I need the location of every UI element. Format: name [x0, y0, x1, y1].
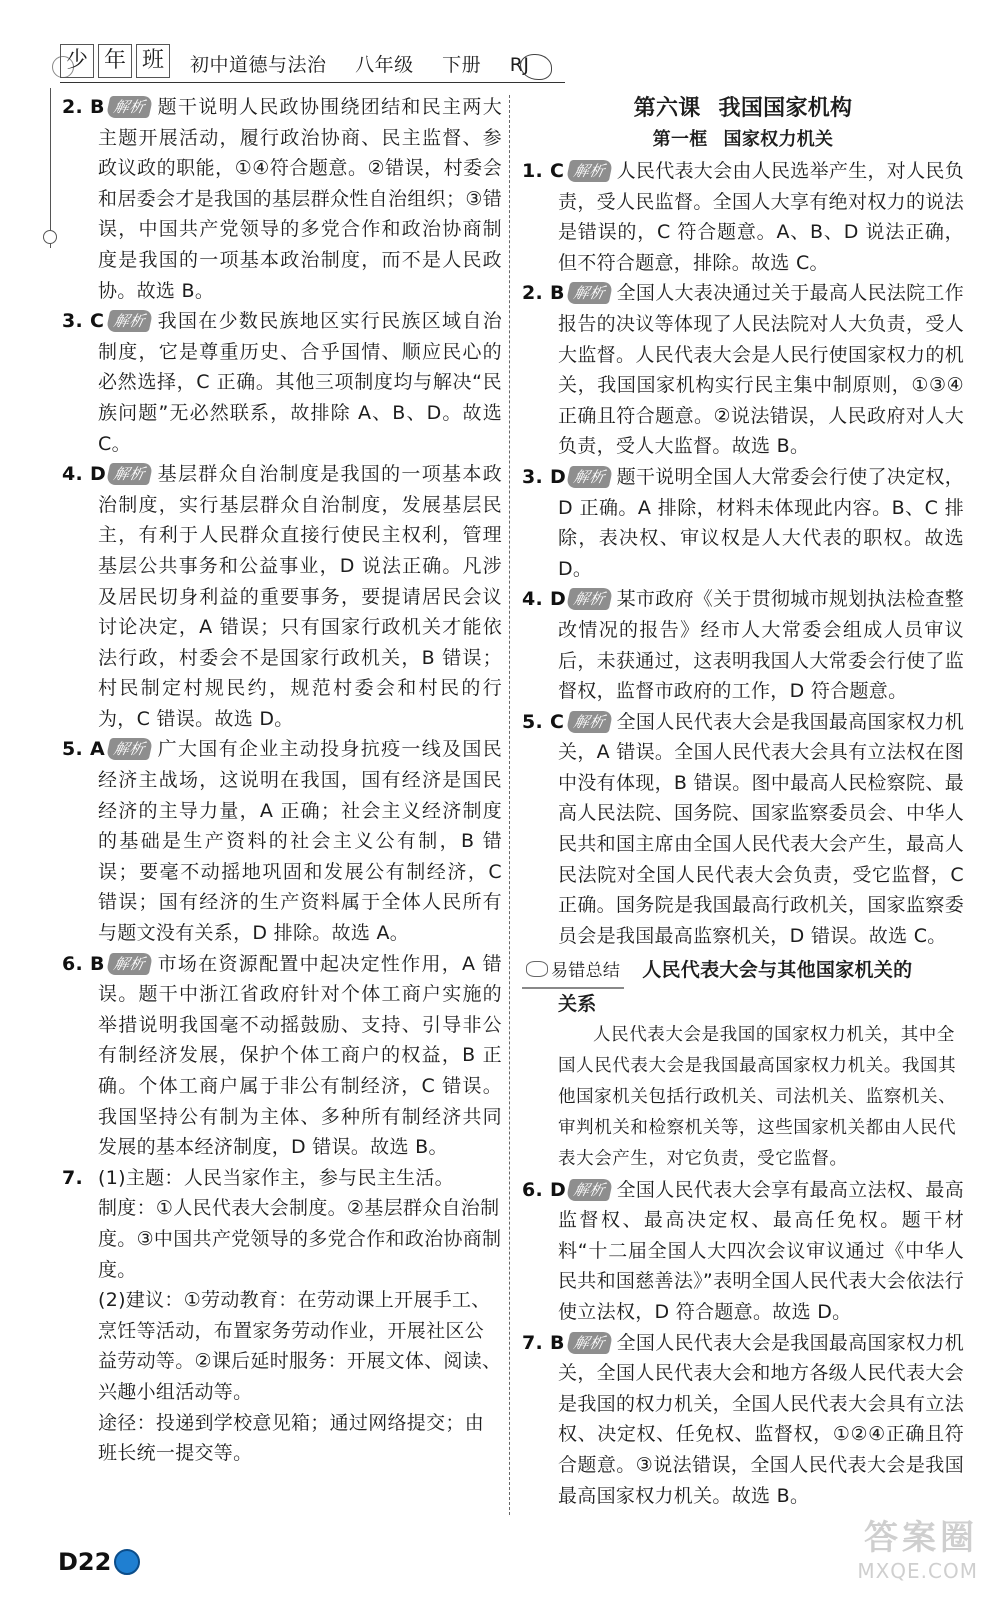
answer-text: 基层群众自治制度是我国的一项基本政治制度，实行基层群众自治制度，发展基层民主，有利于人民群众直接行使民主权利，管理基层公共事务和公益事业，D 说法正确。凡涉及居民切身利益的重要事务，要提请居民会议讨论决定，A 错误；只有国家行政机关才能依法行政，村委会不是国家行政机关，B 错误；村民制定村规民约，规范村委会和村民的行为，C 错误。故选 D。: [98, 463, 502, 730]
book-info: [190, 50, 552, 77]
answer-number: 6. B: [62, 952, 105, 975]
answer-item: [62, 92, 502, 306]
brand-logo: [60, 44, 170, 78]
section-title: [522, 126, 964, 154]
analysis-tag: 解析: [566, 160, 613, 182]
analysis-tag: 解析: [566, 1332, 613, 1354]
answer-text: 我国在少数民族地区实行民族区域自治制度，它是尊重历史、合乎国情、顺应民心的必然选择，C 正确。其他三项制度均与解决“民族问题”无必然联系，故排除 A、B、D。故选 C。: [98, 310, 502, 455]
analysis-tag: 解析: [566, 282, 613, 304]
brand-char: 年: [98, 44, 132, 78]
analysis-tag: 解析: [106, 96, 153, 118]
answer-item: [62, 306, 502, 459]
page-footer: [58, 1548, 140, 1576]
watermark-title: 答案圈: [864, 1518, 978, 1558]
answer-item: [522, 1328, 964, 1512]
subject-name: 初中道德与法治: [190, 54, 327, 76]
section-number: 第一框: [652, 129, 708, 150]
answer-item: [522, 707, 964, 952]
right-column: [522, 92, 964, 1511]
analysis-tag: 解析: [106, 310, 153, 332]
brand-char: 班: [136, 44, 170, 78]
answer-number: 4. D: [62, 463, 107, 486]
error-summary-text: 人民代表大会是我国的国家权力机关，其中全国人民代表大会是我国最高国家权力机关。我国其他国家机关包括行政机关、司法机关、监察机关、审判机关和检察机关等，这些国家机关都由人民代表大会产生，对它负责，受它监督。: [558, 1024, 957, 1169]
answer-text: 市场在资源配置中起决定性作用，A 错误。题干中浙江省政府针对个体工商户实施的举措说明我国毫不动摇鼓励、支持、引导非公有制经济发展，保护个体工商户的权益，B 正确。个体工商户属于非公有制经济，C 错误。我国坚持公有制为主体、多种所有制经济共同发展的基本经济制度，D 错误。故选 B。: [98, 952, 502, 1159]
answer-number: 7. B: [522, 1331, 565, 1354]
page-number: D22: [58, 1548, 112, 1576]
volume: 下册: [442, 54, 482, 76]
answer-line: 制度：①人民代表大会制度。②基层群众自治制度。③中国共产党领导的多党合作和政治协商制度。: [98, 1197, 502, 1281]
brand-char: 少: [60, 44, 94, 78]
answer-number: 1. C: [522, 160, 565, 182]
answer-item: [522, 278, 964, 462]
analysis-tag: 解析: [106, 953, 153, 975]
error-summary-header: [522, 955, 964, 989]
column-divider: [509, 95, 510, 1515]
page-header: [60, 40, 560, 82]
error-summary-title-cont: 关系: [558, 993, 597, 1016]
page-dot-icon: [114, 1549, 140, 1575]
lesson-name: 我国国家机构: [718, 96, 853, 121]
error-summary-badge: 易错总结: [522, 956, 624, 989]
lesson-title: [522, 92, 964, 126]
answer-number: 3. C: [62, 310, 105, 333]
answer-text: 全国人民代表大会是我国最高国家权力机关，全国人民代表大会和地方各级人民代表大会是我国的权力机关，全国人民代表大会具有立法权、决定权、任免权、监督权，①②④正确且符合题意。③说法错误，全国人民代表大会是我国最高国家权力机关。故选 B。: [558, 1331, 965, 1507]
answer-number: 7.: [62, 1166, 84, 1189]
answer-text: 人民代表大会由人民选举产生，对人民负责，受人民监督。全国人大享有绝对权力的说法是错误的，C 符合题意。A、B、D 说法正确，但不符合题意，排除。故选 C。: [558, 160, 965, 274]
analysis-tag: 解析: [106, 738, 153, 760]
watermark-url: MXQE.COM: [857, 1559, 978, 1583]
answer-text: 全国人大表决通过关于最高人民法院工作报告的决议等体现了人民法院对人大负责，受人大监督。人民代表大会是人民行使国家权力的机关，我国国家机构实行民主集中制原则，①③④正确且符合题意。②说法错误，人民政府对人大负责，受人大监督。故选 B。: [558, 282, 965, 458]
answer-item: [522, 584, 964, 706]
answer-text: 某市政府《关于贯彻城市规划执法检查整改情况的报告》经市人大常委会组成人员审议后，未获通过，这表明我国人大常委会行使了监督权，监督市政府的工作，D 符合题意。: [558, 588, 965, 703]
answer-text: 广大国有企业主动投身抗疫一线及国民经济主战场，这说明在我国，国有经济是国民经济的主导力量，A 正确；社会主义经济制度的基础是生产资料的社会主义公有制，B 错误；要毫不动摇地巩固和发展公有制经济，C 错误；国有经济的生产资料属于全体人民所有与题文没有关系，D 排除。故选 A。: [98, 738, 502, 945]
answer-number: 2. B: [522, 282, 565, 305]
answer-number: 3. D: [522, 465, 567, 488]
answer-number: 5. C: [522, 710, 565, 733]
analysis-tag: 解析: [566, 1179, 613, 1201]
answer-number: 5. A: [62, 738, 105, 761]
left-column: [62, 92, 502, 1469]
analysis-tag: 解析: [106, 463, 153, 485]
analysis-tag: 解析: [566, 588, 613, 610]
answer-number: 4. D: [522, 588, 567, 611]
infinity-icon: [526, 961, 548, 977]
answer-line: (2)建议：①劳动教育：在劳动课上开展手工、烹饪等活动，布置家务劳动作业，开展社区公益劳动等。②课后延时服务：开展文体、阅读、兴趣小组活动等。: [98, 1289, 502, 1403]
answer-item: [62, 459, 502, 734]
header-rule: [60, 82, 565, 83]
answer-text: 题干说明人民政协围绕团结和民主两大主题开展活动，履行政治协商、民主监督、参政议政的职能，①④符合题意。②错误，村委会和居委会才是我国的基层群众性自治组织；③错误，中国共产党领导的多党合作和政治协商制度是我国的一项基本政治制度，而不是人民政协。故选 B。: [98, 96, 502, 302]
error-summary-title: 人民代表大会与其他国家机关的: [642, 959, 913, 982]
answer-item: [522, 462, 964, 584]
analysis-tag: 解析: [566, 711, 613, 733]
edition: RJ: [509, 54, 530, 76]
side-decoration: [50, 88, 51, 248]
grade: 八年级: [355, 54, 414, 76]
analysis-tag: 解析: [566, 466, 613, 488]
answer-number: 6. D: [522, 1178, 567, 1201]
section-name: 国家权力机关: [723, 129, 834, 150]
lesson-number: 第六课: [633, 96, 701, 121]
answer-text: 全国人民代表大会享有最高立法权、最高监督权、最高决定权、最高任免权。题干材料“十二届全国人大四次会议审议通过《中华人民共和国慈善法》”表明全国人民代表大会依法行使立法权，D 符合题意。故选 D。: [558, 1178, 965, 1323]
answer-item: [522, 156, 964, 278]
answer-text: 题干说明全国人大常委会行使了决定权，D 正确。A 排除，材料未体现此内容。B、C 排除，表决权、审议权是人大代表的职权。故选 D。: [558, 465, 965, 580]
answer-line: (1)主题：人民当家作主，参与民主生活。: [98, 1166, 454, 1189]
answer-text: 全国人民代表大会是我国最高国家权力机关，A 错误。全国人民代表大会具有立法权在图中没有体现，B 错误。图中最高人民检察院、最高人民法院、国务院、国家监察委员会、中华人民共和国主席由全国人民代表大会产生，最高人民法院对全国人民代表大会负责，受它监督，C 正确。国务院是我国最高行政机关，国家监察委员会是我国最高监察机关，D 错误。故选 C。: [558, 710, 965, 947]
answer-item-7: [62, 1163, 502, 1194]
knot-icon: [43, 230, 57, 244]
answer-item: [522, 1175, 964, 1328]
answer-number: 2. B: [62, 96, 105, 118]
answer-line: 途径：投递到学校意见箱；通过网络提交；由班长统一提交等。: [98, 1411, 485, 1465]
watermark: [778, 1510, 978, 1590]
answer-item: [62, 949, 502, 1163]
answer-item: [62, 734, 502, 948]
